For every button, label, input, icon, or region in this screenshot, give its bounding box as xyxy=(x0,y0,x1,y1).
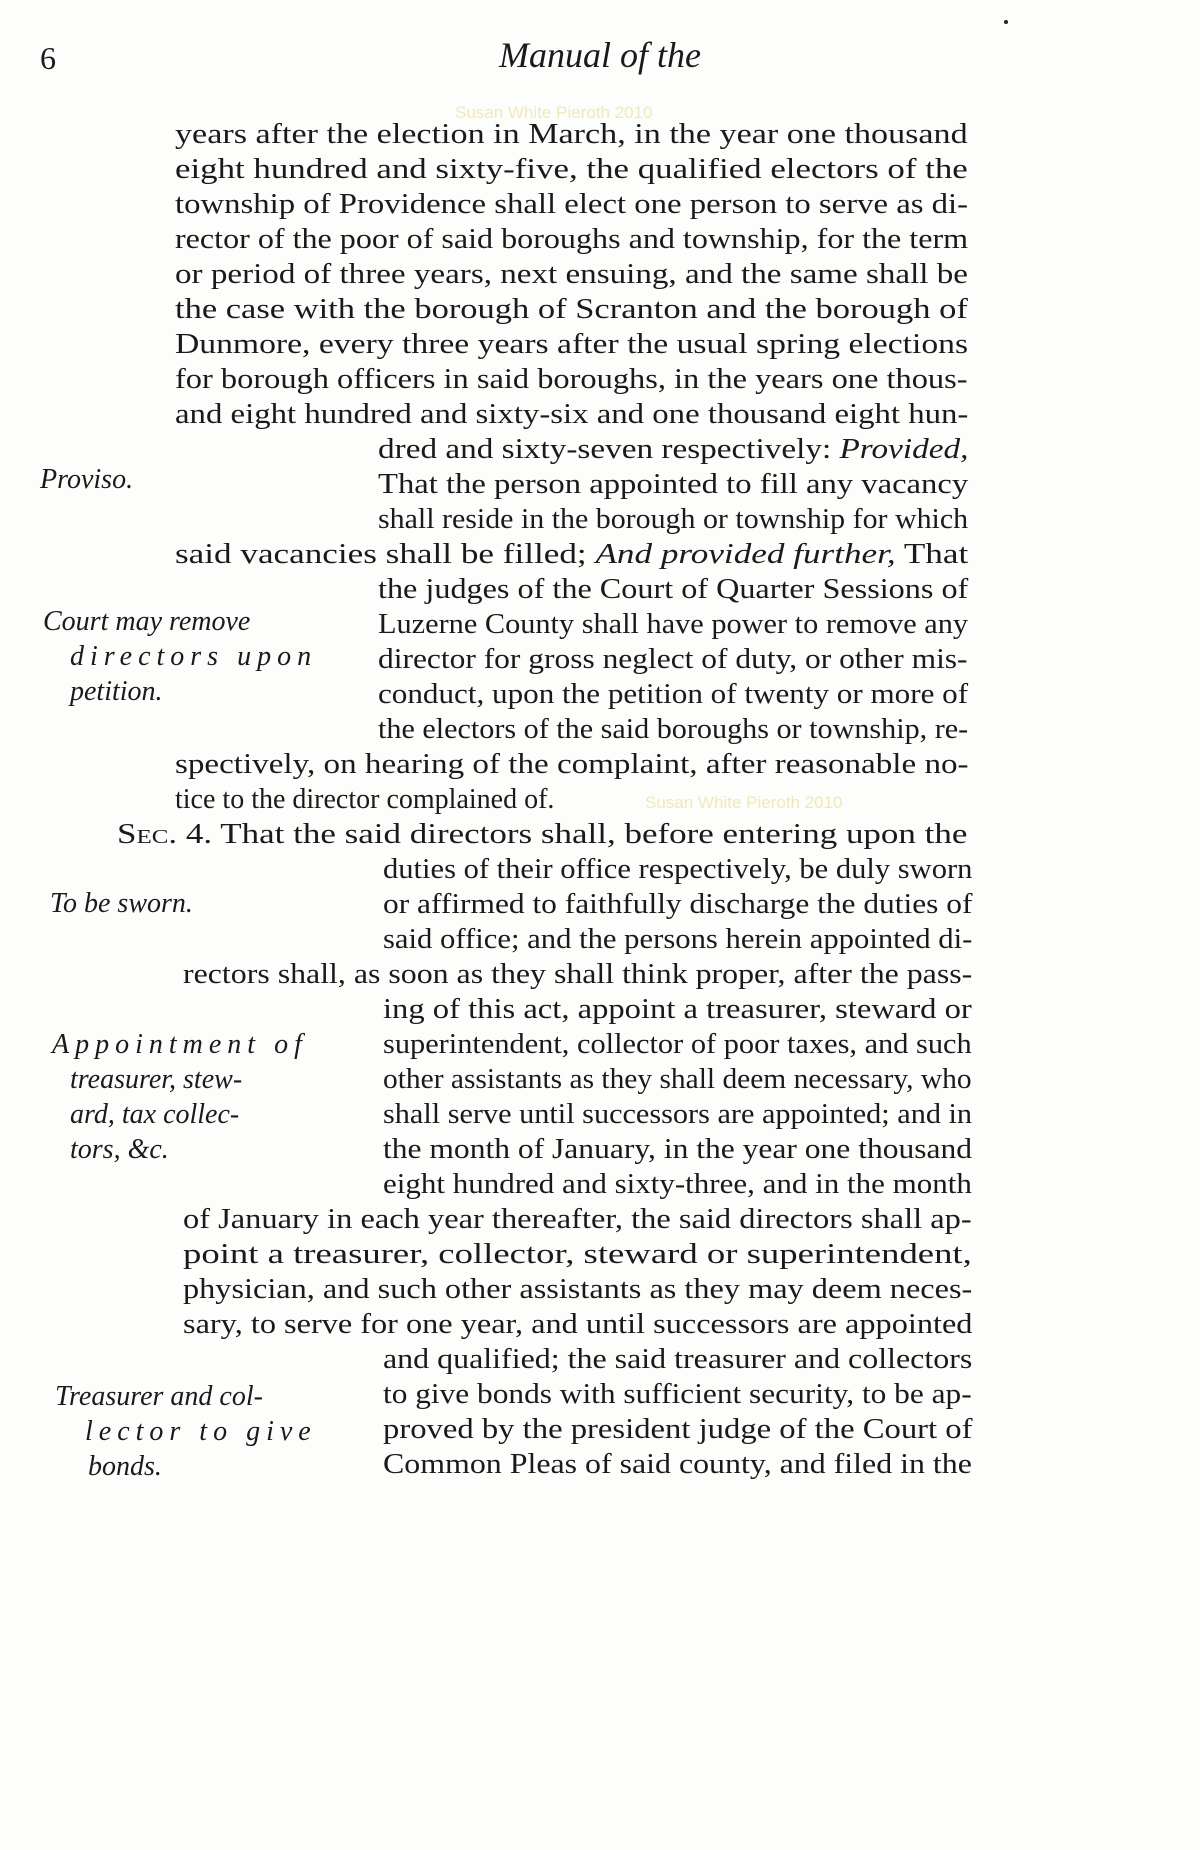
text-line: to give bonds with sufficient security, to be ap- xyxy=(383,1379,972,1410)
text-line: Dunmore, every three years after the usual spring elections xyxy=(175,329,969,360)
text-line: said office; and the persons herein appointed di- xyxy=(383,924,973,955)
ink-speck xyxy=(1004,20,1008,24)
text-line: tice to the director complained of. xyxy=(175,784,555,815)
text-line: ing of this act, appoint a treasurer, steward or xyxy=(383,994,972,1025)
text-line: and qualified; the said treasurer and collectors xyxy=(383,1344,973,1375)
text-run: That the said directors shall, before entering upon the xyxy=(212,819,968,850)
margin-note: ard, tax collec- xyxy=(70,1099,240,1130)
text-line: years after the election in March, in the year one thousand xyxy=(175,119,968,150)
text-line: rectors shall, as soon as they shall think proper, after the pass- xyxy=(183,959,973,990)
text-line: the judges of the Court of Quarter Sessions of xyxy=(378,574,969,605)
text-line: the electors of the said boroughs or township, re- xyxy=(378,714,969,745)
margin-note: Treasurer and col- xyxy=(55,1381,263,1412)
text-line: and eight hundred and sixty-six and one thousand eight hun- xyxy=(175,399,969,430)
text-line: proved by the president judge of the Court of xyxy=(383,1414,973,1445)
text-line: for borough officers in said boroughs, in the years one thous- xyxy=(175,364,968,395)
text-line: point a treasurer, collector, steward or superintendent, xyxy=(183,1239,972,1270)
text-run: said vacancies shall be filled; xyxy=(175,539,596,570)
text-line: duties of their office respectively, be duly sworn xyxy=(383,854,973,885)
text-line xyxy=(117,821,967,849)
text-line: eight hundred and sixty-five, the qualified electors of the xyxy=(175,154,968,185)
watermark: Susan White Pieroth 2010 xyxy=(645,793,843,812)
margin-note: Appointment of xyxy=(52,1029,308,1060)
text-line: physician, and such other assistants as they may deem neces- xyxy=(183,1274,973,1305)
text-line: sary, to serve for one year, and until successors are appointed xyxy=(183,1309,973,1340)
text-line: or affirmed to faithfully discharge the duties of xyxy=(383,889,973,920)
section-number: Sec. 4. xyxy=(117,819,213,850)
margin-note: directors upon xyxy=(70,641,318,672)
text-line: superintendent, collector of poor taxes, and such xyxy=(383,1029,972,1060)
text-line: shall serve until successors are appointed; and in xyxy=(383,1099,973,1130)
margin-note: Court may remove xyxy=(43,606,251,637)
text-line: the case with the borough of Scranton and the borough of xyxy=(175,294,968,325)
margin-note: petition. xyxy=(70,676,163,707)
italic-text-run: And provided further, xyxy=(595,539,896,570)
text-line: director for gross neglect of duty, or other mis- xyxy=(378,644,968,675)
text-line: spectively, on hearing of the complaint, after reasonable no- xyxy=(175,749,969,780)
text-line: conduct, upon the petition of twenty or more of xyxy=(378,679,969,710)
text-line: eight hundred and sixty-three, and in the month xyxy=(383,1169,972,1200)
text-line xyxy=(175,541,968,569)
margin-note: To be sworn. xyxy=(50,888,193,919)
italic-text-run: Provided, xyxy=(839,434,969,465)
text-line: the month of January, in the year one thousand xyxy=(383,1134,973,1165)
text-line: other assistants as they shall deem necessary, who xyxy=(383,1064,972,1095)
text-run: That xyxy=(895,539,969,570)
margin-note: Proviso. xyxy=(40,464,134,495)
text-line: shall reside in the borough or township for which xyxy=(378,504,969,535)
text-line: of January in each year thereafter, the said directors shall ap- xyxy=(183,1204,972,1235)
margin-note: bonds. xyxy=(88,1451,162,1482)
text-line: township of Providence shall elect one person to serve as di- xyxy=(175,189,969,220)
text-line xyxy=(378,436,968,464)
page-number: 6 xyxy=(40,40,56,76)
text-line: or period of three years, next ensuing, and the same shall be xyxy=(175,259,969,290)
margin-note: lector to give xyxy=(85,1416,317,1447)
text-line: That the person appointed to fill any vacancy xyxy=(378,469,969,500)
text-line: rector of the poor of said boroughs and township, for the term xyxy=(175,224,969,255)
text-run: dred and sixty-seven respectively: xyxy=(378,434,840,465)
text-line: Common Pleas of said county, and filed in the xyxy=(383,1449,972,1480)
running-title: Manual of the xyxy=(499,35,701,75)
margin-note: treasurer, stew- xyxy=(70,1064,243,1095)
watermark: Susan White Pieroth 2010 xyxy=(455,103,653,122)
margin-note: tors, &c. xyxy=(70,1134,169,1165)
text-line: Luzerne County shall have power to remove any xyxy=(378,609,969,640)
